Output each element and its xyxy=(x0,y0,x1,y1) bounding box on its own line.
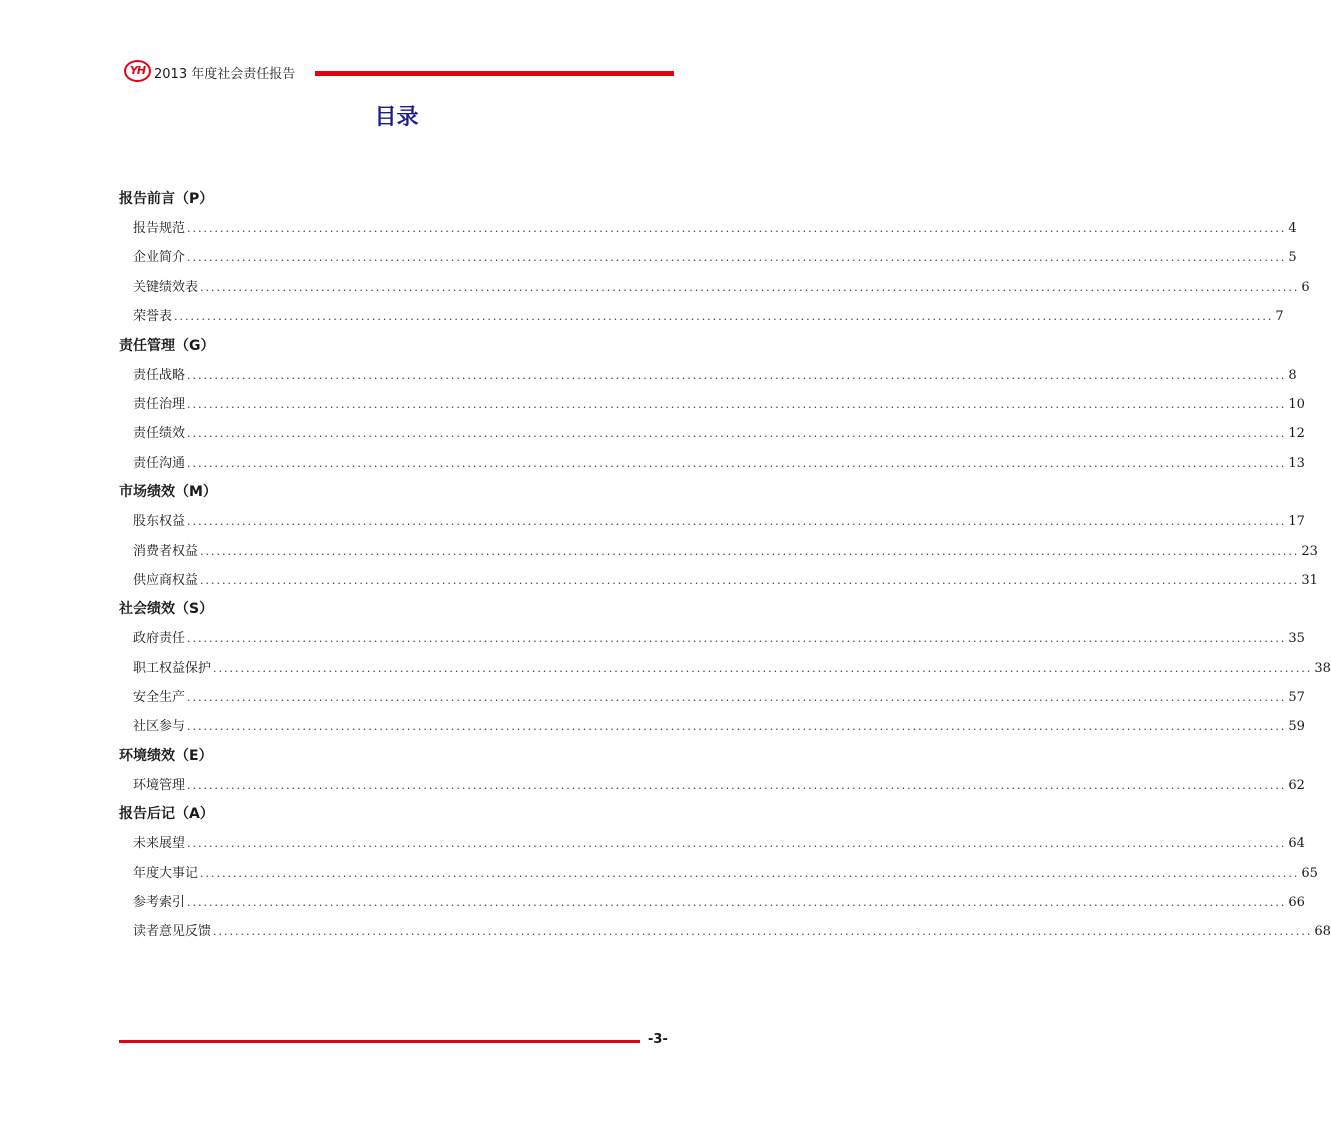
toc-entry-page: 6 xyxy=(1301,279,1310,295)
dot-leader: ........................................................................................................................................................................................................ xyxy=(187,837,1287,851)
toc-section-title: 报告前言（P） xyxy=(119,191,214,207)
page-header xyxy=(124,60,676,88)
toc-entry[interactable] xyxy=(119,449,1305,478)
dot-leader: ........................................................................................................................................................................................................ xyxy=(187,691,1287,705)
toc-section-title: 报告后记（A） xyxy=(119,806,214,823)
dot-leader: ........................................................................................................................................................................................................ xyxy=(187,427,1287,441)
toc-entry[interactable] xyxy=(119,566,1318,595)
dot-leader: ........................................................................................................................................................................................................ xyxy=(187,720,1287,734)
toc-entry-page: 4 xyxy=(1288,221,1297,236)
toc-entry[interactable] xyxy=(119,273,1310,302)
dot-leader: ........................................................................................................................................................................................................ xyxy=(213,925,1313,939)
dot-leader: ........................................................................................................................................................................................................ xyxy=(200,573,1300,587)
toc-entry-page: 65 xyxy=(1301,865,1318,881)
dot-leader: ........................................................................................................................................................................................................ xyxy=(213,661,1313,675)
toc-entry[interactable] xyxy=(119,302,1284,331)
dot-leader: ........................................................................................................................................................................................................ xyxy=(187,515,1287,529)
footer-divider xyxy=(119,1040,640,1043)
dot-leader: ........................................................................................................................................................................................................ xyxy=(200,866,1300,880)
toc-entry-label: 年度大事记 xyxy=(133,865,199,881)
toc-entry[interactable] xyxy=(119,771,1305,800)
report-title: 2013 年度社会责任报告 xyxy=(154,67,296,82)
toc-entry-label: 参考索引 xyxy=(133,895,186,911)
toc-entry-page: 5 xyxy=(1288,250,1297,266)
toc-entry-label: 环境管理 xyxy=(133,777,186,793)
toc-entry[interactable] xyxy=(119,507,1305,536)
toc-entry-page: 12 xyxy=(1288,426,1305,442)
toc-entry-label: 供应商权益 xyxy=(133,572,199,588)
company-logo: YH xyxy=(124,60,151,82)
toc-entry[interactable] xyxy=(119,624,1305,653)
toc-entry[interactable] xyxy=(119,361,1297,390)
toc-entry-label: 企业简介 xyxy=(133,250,186,266)
toc-entry[interactable] xyxy=(119,243,1297,272)
toc-entry-label: 责任绩效 xyxy=(133,426,186,442)
toc-entry-label: 责任战略 xyxy=(133,367,186,383)
toc-entry-label: 安全生产 xyxy=(133,690,186,706)
toc-entry-page: 57 xyxy=(1288,690,1305,706)
toc-entry-page: 38 xyxy=(1314,660,1331,676)
toc-entry-label: 关键绩效表 xyxy=(133,279,199,295)
dot-leader: ........................................................................................................................................................................................................ xyxy=(187,778,1287,792)
toc-entry[interactable] xyxy=(119,917,1331,946)
toc-entry-label: 荣誉表 xyxy=(133,309,173,325)
toc-entry-page: 10 xyxy=(1288,396,1305,412)
dot-leader: ........................................................................................................................................................................................................ xyxy=(187,222,1287,235)
toc-entry-label: 政府责任 xyxy=(133,631,186,647)
table-of-contents xyxy=(119,185,1331,947)
toc-section-title: 责任管理（G） xyxy=(119,337,215,354)
dot-leader: ........................................................................................................................................................................................................ xyxy=(200,280,1300,294)
toc-entry-page: 23 xyxy=(1301,543,1318,559)
toc-entry[interactable] xyxy=(119,888,1305,917)
toc-entry-page: 59 xyxy=(1288,719,1305,735)
toc-section-title: 环境绩效（E） xyxy=(119,747,213,764)
toc-entry[interactable] xyxy=(119,829,1305,858)
toc-entry[interactable] xyxy=(119,214,1297,243)
toc-entry-label: 读者意见反馈 xyxy=(133,924,212,940)
toc-entry[interactable] xyxy=(119,712,1305,741)
toc-entry-label: 报告规范 xyxy=(133,221,186,236)
toc-entry-page: 62 xyxy=(1288,777,1305,793)
toc-heading: 目录 xyxy=(374,105,419,130)
dot-leader: ........................................................................................................................................................................................................ xyxy=(200,544,1300,558)
toc-entry[interactable] xyxy=(119,390,1305,419)
toc-section-title: 社会绩效（S） xyxy=(119,601,214,618)
toc-section-title: 市场绩效（M） xyxy=(119,484,217,501)
toc-entry-page: 66 xyxy=(1288,895,1305,911)
toc-entry-page: 13 xyxy=(1288,455,1305,471)
toc-entry-page: 17 xyxy=(1288,514,1305,530)
toc-entry[interactable] xyxy=(119,654,1331,683)
dot-leader: ........................................................................................................................................................................................................ xyxy=(187,251,1287,265)
page-number: -3- xyxy=(648,1032,668,1047)
header-divider xyxy=(315,71,674,76)
toc-entry-page: 8 xyxy=(1288,367,1297,383)
toc-entry-page: 31 xyxy=(1301,572,1318,588)
dot-leader: ........................................................................................................................................................................................................ xyxy=(174,310,1274,324)
toc-entry-label: 消费者权益 xyxy=(133,543,199,559)
dot-leader: ........................................................................................................................................................................................................ xyxy=(187,632,1287,646)
toc-entry-label: 未来展望 xyxy=(133,836,186,852)
dot-leader: ........................................................................................................................................................................................................ xyxy=(187,896,1287,910)
toc-entry[interactable] xyxy=(119,859,1318,888)
toc-entry[interactable] xyxy=(119,419,1305,448)
dot-leader: ........................................................................................................................................................................................................ xyxy=(187,397,1287,411)
dot-leader: ........................................................................................................................................................................................................ xyxy=(187,368,1287,382)
toc-entry-label: 责任沟通 xyxy=(133,455,186,471)
dot-leader: ........................................................................................................................................................................................................ xyxy=(187,456,1287,470)
toc-entry[interactable] xyxy=(119,683,1305,712)
toc-entry-label: 责任治理 xyxy=(133,396,186,412)
toc-entry-page: 7 xyxy=(1275,309,1284,325)
toc-entry-page: 35 xyxy=(1288,631,1305,647)
toc-entry-label: 股东权益 xyxy=(133,514,186,530)
toc-entry[interactable] xyxy=(119,537,1318,566)
toc-entry-label: 职工权益保护 xyxy=(133,660,212,676)
toc-entry-label: 社区参与 xyxy=(133,719,186,735)
toc-entry-page: 68 xyxy=(1314,924,1331,940)
toc-entry-page: 64 xyxy=(1288,836,1305,852)
